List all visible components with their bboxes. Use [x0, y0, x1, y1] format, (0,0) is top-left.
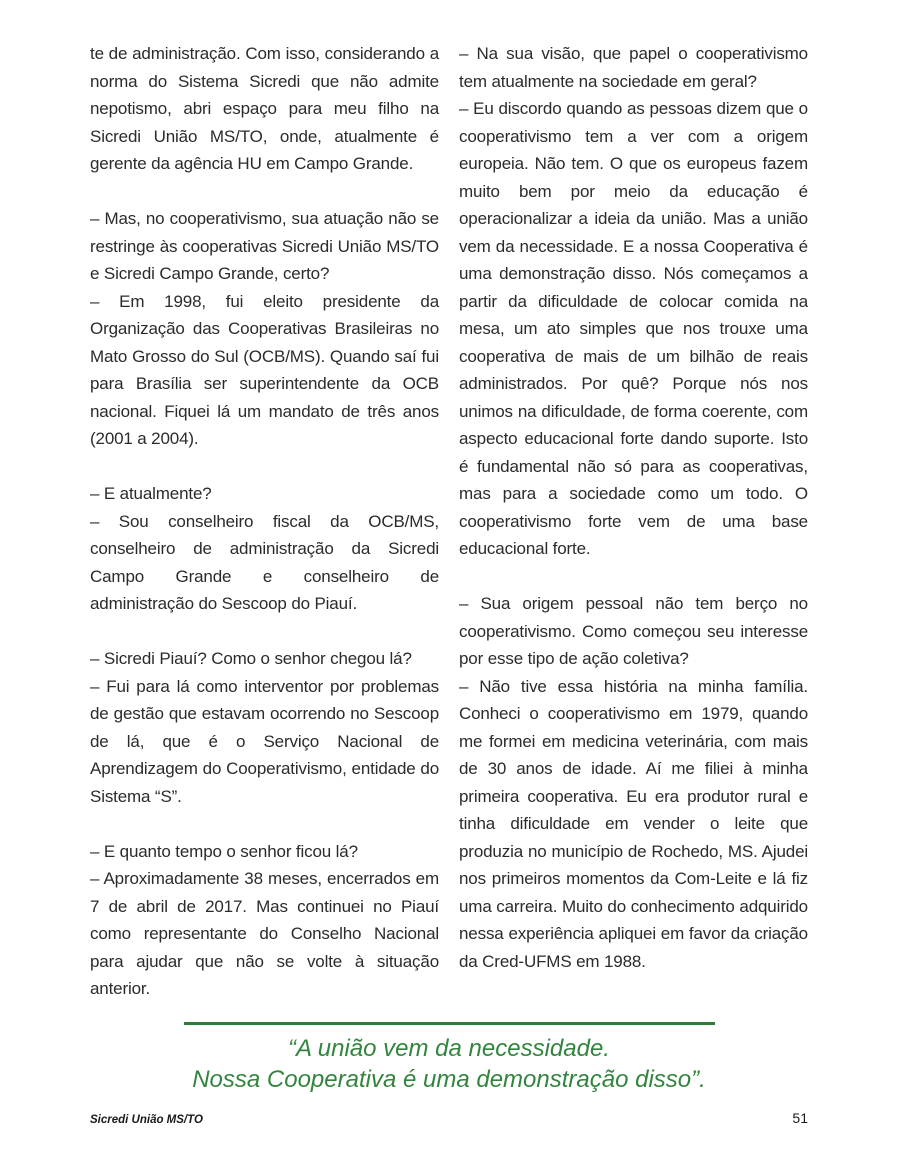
interview-question-paragraph: – Na sua visão, que papel o cooperativismo tem atualmente na sociedade em geral? [459, 44, 808, 91]
publication-name: Sicredi União MS/TO [90, 1114, 203, 1126]
right-column [459, 40, 808, 1018]
article-columns [90, 40, 808, 1018]
interview-question-paragraph: – E atualmente? [90, 484, 212, 503]
pull-quote [90, 1033, 808, 1095]
pull-quote-line2: Nossa Cooperativa é uma demonstração disso”. [192, 1066, 706, 1093]
interview-question-paragraph: – E quanto tempo o senhor ficou lá? [90, 841, 358, 861]
pull-quote-line1: “A união vem da necessidade. [288, 1035, 610, 1062]
page-footer [90, 1110, 808, 1126]
pull-quote-divider-line [184, 1022, 715, 1025]
page-number: 51 [792, 1110, 808, 1126]
interview-question-paragraph: – Sicredi Piauí? Como o senhor chegou lá? [90, 649, 412, 668]
interview-answer-paragraph: – Aproximadamente 38 meses, encerrados em 7 de abril de 2017. Mas continuei no Piauí como representante do Conselho Nacional para ajudar que não se volte à situação anterior. [90, 869, 439, 998]
interview-answer-paragraph: – Eu discordo quando as pessoas dizem que o cooperativismo tem a ver com a origem europeia. Não tem. O que os europeus fazem muito bem por meio da educação é operacionalizar a ideia da união. Mas a união vem da necessidade. E a nossa Cooperativa é uma demonstração disso. Nós começamos a partir da dificuldade de colocar comida na mesa, um ato simples que nos trouxe uma cooperativa de mais de um bilhão de reais administrados. Por quê? Porque nós nos unimos na dificuldade, de forma coerente, com aspecto educacional forte dando suporte. Isto é fundamental não só para as cooperativas, mas para a sociedade como um todo. O cooperativismo forte vem de uma base educacional forte. [459, 99, 808, 558]
left-column [90, 40, 439, 1018]
interview-question-paragraph: – Sua origem pessoal não tem berço no cooperativismo. Como começou seu interesse por esse tipo de ação coletiva? [459, 594, 808, 668]
interview-answer-paragraph: – Fui para lá como interventor por problemas de gestão que estavam ocorrendo no Sescoop de lá, que é o Serviço Nacional de Aprendizagem do Cooperativismo, entidade do Sistema “S”. [90, 676, 439, 806]
interview-answer-paragraph: te de administração. Com isso, considerando a norma do Sistema Sicredi que não admite nepotismo, abri espaço para meu filho na Sicredi União MS/TO, onde, atualmente é gerente da agência HU em Campo Grande. [90, 44, 439, 173]
interview-answer-paragraph: – Não tive essa história na minha família. Conheci o cooperativismo em 1979, quando me formei em medicina veterinária, com mais de 30 anos de idade. Aí me filiei à minha primeira cooperativa. Eu era produtor rural e tinha dificuldade em vender o leite que produzia no município de Rochedo, MS. Ajudei nos primeiros momentos da Com-Leite e lá fiz uma carreira. Muito do conhecimento adquirido nessa experiência apliquei em favor da criação da Cred-UFMS em 1988. [459, 676, 808, 971]
interview-question-paragraph: – Mas, no cooperativismo, sua atuação não se restringe às cooperativas Sicredi União MS/TO e Sicredi Campo Grande, certo? [90, 209, 439, 283]
interview-answer-paragraph: – Sou conselheiro fiscal da OCB/MS, conselheiro de administração da Sicredi Campo Grande e conselheiro de administração do Sescoop do Piauí. [90, 511, 439, 613]
interview-answer-paragraph: – Em 1998, fui eleito presidente da Organização das Cooperativas Brasileiras no Mato Grosso do Sul (OCB/MS). Quando saí fui para Brasília ser superintendente da OCB nacional. Fiquei lá um mandato de três anos (2001 a 2004). [90, 291, 439, 448]
